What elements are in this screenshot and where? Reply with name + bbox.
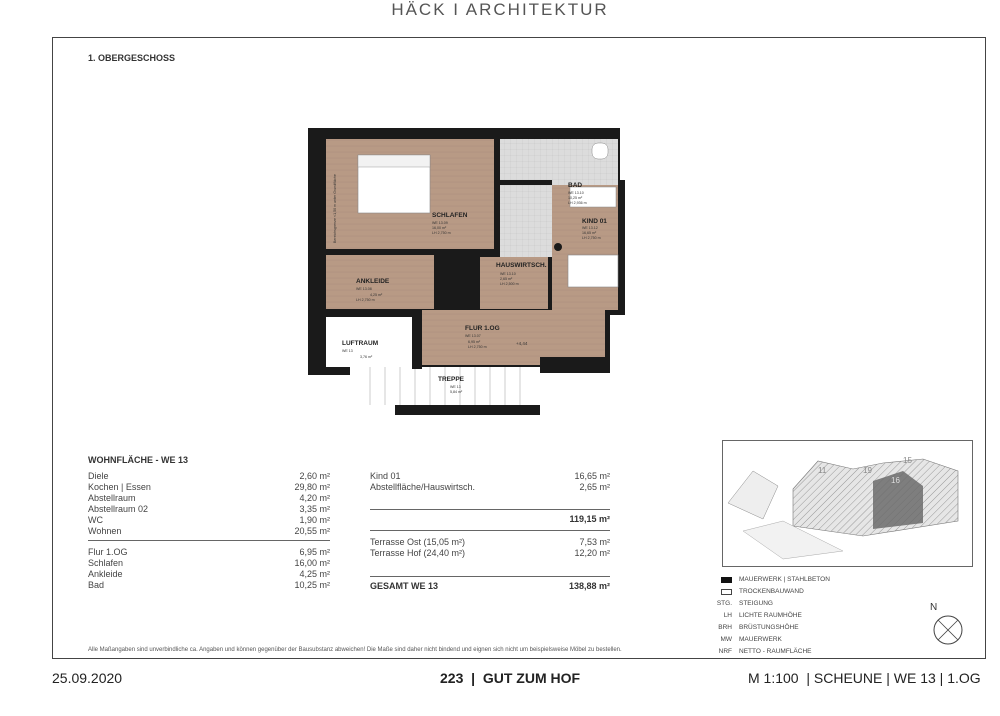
area-value: 12,20 m²	[574, 548, 610, 558]
legend-text: STEIGUNG	[739, 600, 773, 607]
svg-text:6,95 m²: 6,95 m²	[468, 340, 481, 344]
label-bad: BAD	[568, 182, 583, 189]
label-ankleide: ANKLEIDE	[356, 278, 390, 285]
legend-text: LICHTE RAUMHÖHE	[739, 612, 802, 619]
svg-text:10,25 m²: 10,25 m²	[568, 196, 583, 200]
legend-swatch-drywall	[721, 589, 732, 595]
label-kind01: KIND 01	[582, 218, 607, 225]
area-value: 4,25 m²	[299, 569, 330, 579]
area-table-title: WOHNFLÄCHE - WE 13	[88, 455, 188, 465]
area-label: Bad	[88, 580, 105, 590]
legend-swatch-wall	[721, 577, 732, 583]
floor-plan	[300, 125, 630, 415]
area-value: 6,95 m²	[299, 547, 330, 557]
svg-text:16,65 m²: 16,65 m²	[582, 231, 597, 235]
svg-text:19: 19	[863, 466, 872, 475]
subtotal-value: 119,15 m²	[569, 514, 610, 524]
svg-text:WE 13: WE 13	[450, 385, 461, 389]
svg-text:3,76 m²: 3,76 m²	[360, 355, 373, 359]
svg-text:WE 13.10: WE 13.10	[500, 272, 516, 276]
svg-text:LH 2,750 m: LH 2,750 m	[468, 345, 487, 349]
area-label: Flur 1.OG	[88, 547, 128, 557]
label-luftraum: LUFTRAUM	[342, 340, 379, 347]
area-label: Terrasse Hof (24,40 m²)	[370, 548, 466, 558]
total-label: GESAMT WE 13	[370, 581, 439, 591]
legend-text: BRÜSTUNGSHÖHE	[739, 624, 799, 631]
legend-text: TROCKENBAUWAND	[739, 588, 804, 595]
svg-text:16,00 m²: 16,00 m²	[432, 226, 447, 230]
label-flur: FLUR 1.OG	[465, 325, 500, 332]
area-value: 1,90 m²	[299, 515, 330, 525]
area-value: 7,53 m²	[579, 537, 610, 547]
svg-text:2,65 m²: 2,65 m²	[500, 277, 513, 281]
compass-icon	[926, 596, 972, 648]
svg-text:LH 2,500 m: LH 2,500 m	[500, 282, 519, 286]
svg-text:LH 2,750 m: LH 2,750 m	[356, 298, 375, 302]
firm-name: HÄCK I ARCHITEKTUR	[391, 0, 609, 19]
area-label: Kochen | Essen	[88, 482, 151, 492]
svg-text:LH 2,750 m: LH 2,750 m	[432, 231, 451, 235]
legend-abbr: LH	[723, 612, 732, 619]
legend-abbr: STG.	[716, 600, 732, 607]
footer-project: 223 | GUT ZUM HOF	[440, 670, 581, 686]
area-label: Abstellfläche/Hauswirtsch.	[370, 482, 476, 492]
svg-text:LH 2,936 m: LH 2,936 m	[568, 201, 587, 205]
legend-abbr: MW	[720, 636, 732, 643]
area-value: 3,35 m²	[299, 504, 330, 514]
legend-text: MAUERWERK	[739, 636, 782, 643]
footer-scale: M 1:100 | SCHEUNE | WE 13 | 1.OG	[748, 670, 981, 686]
building-thumbnail	[722, 440, 973, 567]
area-label: WC	[88, 515, 103, 525]
legend-text: MAUERWERK | STAHLBETON	[739, 576, 830, 583]
area-value: 16,65 m²	[574, 471, 610, 481]
area-label: Wohnen	[88, 526, 122, 536]
area-value: 2,60 m²	[299, 471, 330, 481]
disclaimer: Alle Maßangaben sind unverbindliche ca. Angaben und können gegenüber der Bausubstanz abweichen! Die Maße sind daher nicht bindend und eignen sich nicht um beispielsweise Möbel zu bestellen.	[88, 647, 622, 653]
floor-title: 1. OBERGESCHOSS	[88, 53, 176, 63]
total-value: 138,88 m²	[568, 581, 610, 591]
area-label: Abstellraum 02	[88, 504, 149, 514]
svg-text:WE 13.10: WE 13.10	[568, 191, 584, 195]
svg-text:5,84 m²: 5,84 m²	[450, 390, 463, 394]
divider	[370, 530, 610, 531]
chimney	[554, 243, 562, 251]
divider	[88, 540, 330, 541]
svg-text:WE 13.12: WE 13.12	[582, 226, 598, 230]
svg-text:15: 15	[903, 456, 912, 465]
level-mark: +4,44	[516, 341, 528, 346]
area-label: Abstellraum	[88, 493, 136, 503]
legend-abbr: BRH	[718, 624, 732, 631]
svg-text:WE 13: WE 13	[342, 349, 353, 353]
svg-text:11: 11	[818, 466, 827, 475]
area-label: Schlafen	[88, 558, 124, 568]
legend-text: NETTO - RAUMFLÄCHE	[739, 648, 812, 655]
area-label: Terrasse Ost (15,05 m²)	[370, 537, 466, 547]
divider	[370, 509, 610, 510]
compass-label: N	[930, 602, 938, 613]
room-flur	[422, 310, 605, 365]
label-hauswirtsch: HAUSWIRTSCH.	[496, 262, 547, 269]
label-schlafen: SCHLAFEN	[432, 212, 468, 219]
area-value: 2,65 m²	[579, 482, 610, 492]
area-label: Ankleide	[88, 569, 123, 579]
area-label: Kind 01	[370, 471, 401, 481]
area-value: 4,20 m²	[299, 493, 330, 503]
svg-text:LH 2,750 m: LH 2,750 m	[582, 236, 601, 240]
svg-text:16: 16	[891, 476, 900, 485]
divider	[370, 576, 610, 577]
svg-text:4,25 m²: 4,25 m²	[370, 293, 383, 297]
area-value: 29,80 m²	[294, 482, 330, 492]
footer-date: 25.09.2020	[52, 670, 123, 686]
area-value: 16,00 m²	[294, 558, 330, 568]
svg-text:WE 13.07: WE 13.07	[465, 334, 481, 338]
svg-text:WE 13.09: WE 13.09	[432, 221, 448, 225]
bed-kind	[568, 255, 618, 287]
label-treppe: TREPPE	[438, 376, 465, 383]
area-value: 10,25 m²	[294, 580, 330, 590]
area-value: 20,55 m²	[294, 526, 330, 536]
toilet-bad	[592, 143, 608, 159]
legend-abbr: NRF	[718, 648, 732, 655]
area-label: Diele	[88, 471, 109, 481]
vertical-note: Bereichsgrenze <1,50 m unter Grundfläche	[333, 174, 337, 243]
svg-text:WE 13.08: WE 13.08	[356, 287, 372, 291]
